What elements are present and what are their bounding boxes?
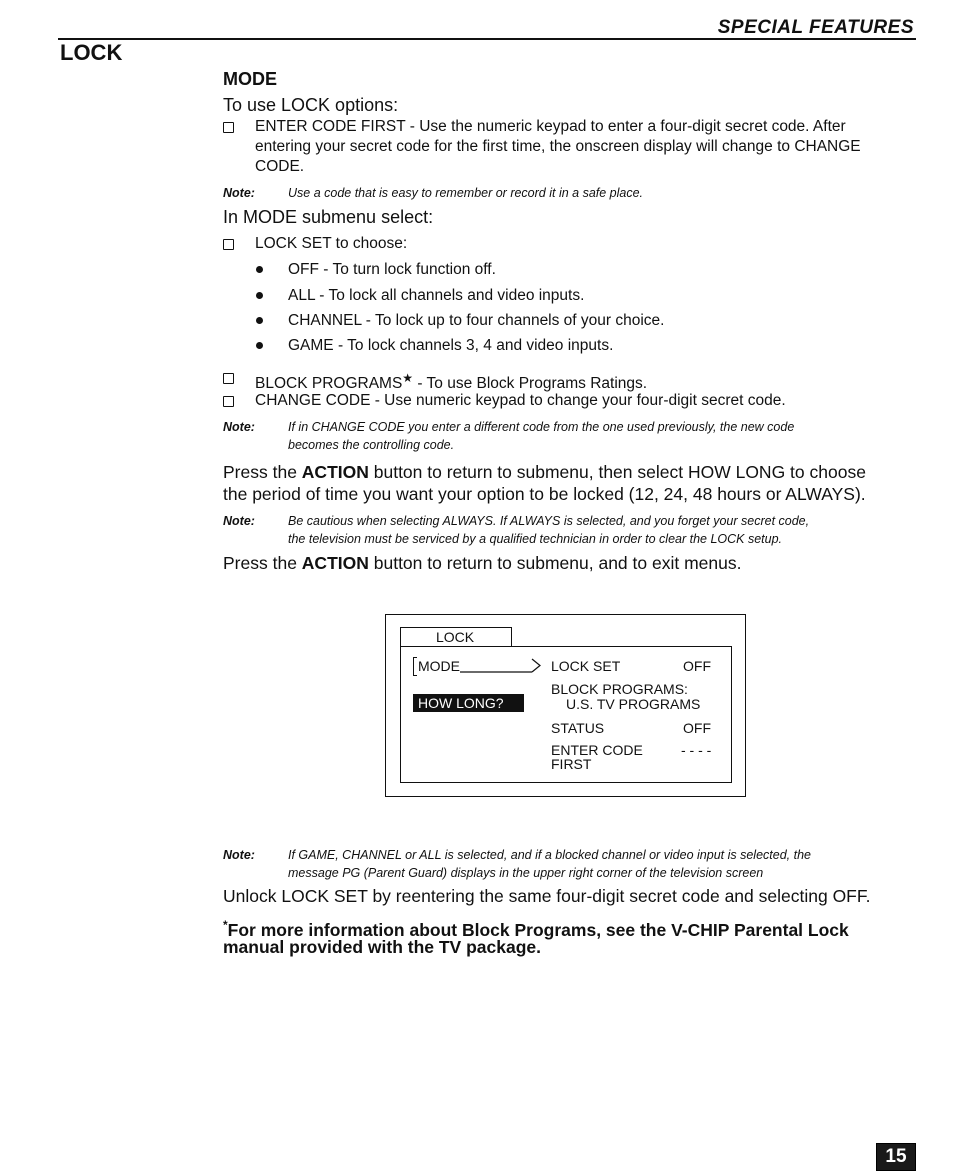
menu-enter-code-label: ENTER CODE	[551, 742, 643, 758]
checkbox-square-icon	[223, 373, 234, 384]
note-text: Use a code that is easy to remember or record it in a safe place.	[288, 186, 644, 200]
lock-set-text: LOCK SET to choose:	[255, 235, 408, 252]
unlock-paragraph: Unlock LOCK SET by reentering the same four-digit secret code and selecting OFF.	[223, 886, 871, 906]
enter-code-first-line2: entering your secret code for the first time, the onscreen display will change to CHANGE	[255, 138, 861, 155]
mode-lead: To use LOCK options:	[223, 95, 399, 115]
page-number-badge: 15	[876, 1143, 916, 1171]
star-icon: ★	[402, 371, 414, 385]
menu-block-programs-value: U.S. TV PROGRAMS	[566, 696, 701, 712]
checkbox-square-icon	[223, 396, 234, 407]
enter-code-first-line1: ENTER CODE FIRST - Use the numeric keypad to enter a four-digit secret code. After	[255, 118, 846, 135]
submenu-lead: In MODE submenu select:	[223, 207, 434, 227]
lock-set-option-channel: CHANNEL - To lock up to four channels of your choice.	[288, 312, 665, 329]
menu-enter-code-label-2: FIRST	[551, 756, 592, 772]
menu-mode: MODE	[418, 658, 460, 674]
mode-heading: MODE	[223, 69, 277, 89]
text: Press the	[223, 462, 302, 482]
header-rule	[58, 38, 916, 40]
more-info-line2: manual provided with the TV package.	[223, 937, 541, 957]
option-enter-code-first	[223, 117, 923, 179]
bullet-icon	[256, 292, 263, 299]
header-section-label: SPECIAL FEATURES	[717, 17, 914, 38]
note-text-line2: becomes the controlling code.	[288, 438, 455, 452]
page-title: LOCK	[60, 40, 123, 65]
exit-paragraph	[223, 552, 741, 574]
enter-code-first-line3: CODE.	[255, 158, 305, 175]
block-programs-label: BLOCK PROGRAMS	[255, 375, 403, 393]
action-text: ACTION	[301, 462, 369, 482]
note-text-line2: message PG (Parent Guard) displays in the upper right corner of the television screen	[288, 866, 764, 880]
text: button to return to submenu, and to exit menus.	[368, 553, 742, 573]
lock-set-option-off: OFF - To turn lock function off.	[288, 261, 496, 278]
text: Press the	[223, 553, 302, 573]
block-programs-desc: - To use Block Programs Ratings.	[413, 375, 648, 393]
note-text-line1: If in CHANGE CODE you enter a different code from the one used previously, the new code	[288, 420, 795, 434]
menu-block-programs-label: BLOCK PROGRAMS:	[551, 681, 688, 697]
bullet-icon	[256, 342, 263, 349]
lock-set-option-game: GAME - To lock channels 3, 4 and video inputs.	[288, 337, 614, 354]
menu-lock-set-label: LOCK SET	[551, 658, 621, 674]
checkbox-square-icon	[223, 239, 234, 250]
text: For more information about Block Programs, see the V-CHIP Parental Lock	[227, 919, 849, 940]
bullet-icon	[256, 266, 263, 273]
note-label: Note:	[223, 420, 255, 434]
menu-lock-set-value: OFF	[683, 658, 711, 674]
menu-status-label: STATUS	[551, 720, 605, 736]
change-code-text: CHANGE CODE - Use numeric keypad to change your four-digit secret code.	[255, 392, 786, 409]
arrow-right-icon	[460, 656, 542, 674]
action-text: ACTION	[301, 553, 369, 573]
menu-enter-code-value: - - - -	[681, 742, 712, 758]
note-label: Note:	[223, 514, 255, 528]
lock-set-option-all: ALL - To lock all channels and video inputs.	[288, 287, 585, 304]
note-label: Note:	[223, 186, 255, 200]
menu-how-long-highlight: HOW LONG?	[413, 694, 524, 712]
note-text-line2: the television must be serviced by a qualified technician in order to clear the LOCK setup.	[288, 532, 783, 546]
menu-mode-bracket	[413, 657, 417, 676]
menu-status-value: OFF	[683, 720, 711, 736]
note-label: Note:	[223, 848, 255, 862]
star-icon: *	[223, 918, 228, 932]
text: button to return to submenu, then select HOW LONG to choose	[368, 462, 866, 482]
how-long-paragraph-line2: the period of time you want your option to be locked (12, 24, 48 hours or ALWAYS).	[223, 484, 866, 504]
checkbox-square-icon	[223, 122, 234, 133]
menu-tab-label: LOCK	[436, 629, 475, 645]
bullet-icon	[256, 317, 263, 324]
option-block-programs	[223, 366, 923, 393]
option-lock-set	[223, 234, 923, 254]
note-text-line1: If GAME, CHANNEL or ALL is selected, and if a blocked channel or video input is selected, the	[288, 848, 811, 862]
note-text-line1: Be cautious when selecting ALWAYS. If ALWAYS is selected, and you forget your secret code,	[288, 514, 810, 528]
option-change-code	[223, 391, 923, 411]
how-long-paragraph-line1	[223, 461, 866, 483]
